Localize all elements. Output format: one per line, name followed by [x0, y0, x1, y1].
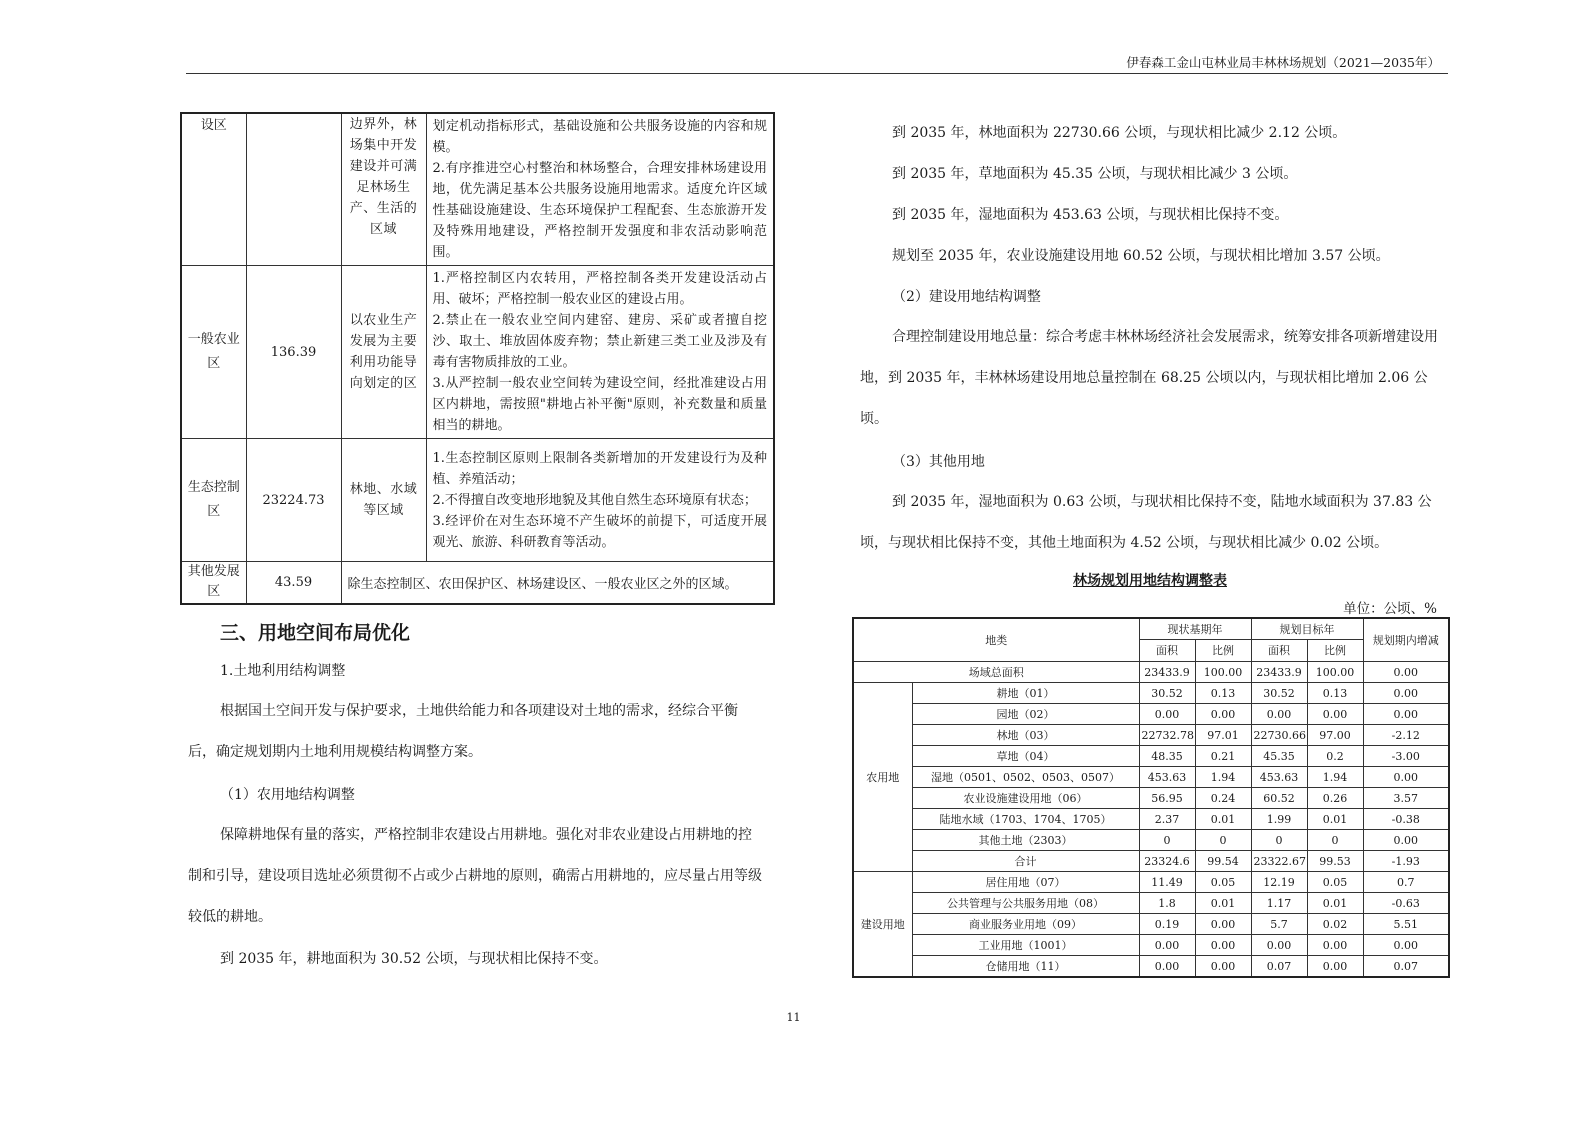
cell-value: 453.63 [1139, 767, 1195, 788]
cell-value: 22732.78 [1139, 725, 1195, 746]
table-row [853, 935, 1449, 956]
row-label: 湿地（0501、0502、0503、0507） [912, 767, 1139, 788]
body-paragraph: 到 2035 年，湿地面积为 0.63 公顷，与现状相比保持不变，陆地水域面积为 37.83 公顷，与现状相比保持不变，其他土地面积为 4.52 公顷，与现状相比减少 0.02 公顷。 [860, 494, 1432, 551]
cell-value: 0.00 [1307, 704, 1363, 725]
cell-value: -3.00 [1363, 746, 1449, 767]
cell-value: 1.94 [1307, 767, 1363, 788]
row-label: 林地（03） [912, 725, 1139, 746]
body-paragraph: 保障耕地保有量的落实，严格控制非农建设占用耕地。强化对非农业建设占用耕地的控制和引导，建设项目选址必须贯彻不占或少占耕地的原则，确需占用耕地的，应尽量占用等级较低的耕地。 [188, 827, 762, 925]
zone-rule: 2.有序推进空心村整治和林场整合，合理安排林场建设用地，优先满足基本公共服务设施用地需求。适度允许区域性基础设施建设、生态环境保护工程配套、生态旅游开发及特殊用地建设，严格控制开发强度和非农活动影响范围。 [432, 161, 767, 260]
cell-value: 3.57 [1363, 788, 1449, 809]
zone-rule: 3.从严控制一般农业空间转为建设空间，经批准建设占用区内耕地，需按照"耕地占补平衡"原则，补充数量和质量相当的耕地。 [432, 376, 767, 433]
cell-value: 0.00 [1363, 935, 1449, 956]
cell-value: 23322.67 [1251, 851, 1307, 872]
header-ratio: 比例 [1307, 640, 1363, 662]
table-row [853, 914, 1449, 935]
table-row [853, 683, 1449, 704]
cell-value: 0.00 [1363, 704, 1449, 725]
cell-value: 0.00 [1195, 704, 1251, 725]
body-paragraph: 根据国土空间开发与保护要求，土地供给能力和各项建设对土地的需求，经综合平衡后，确定规划期内土地利用规模结构调整方案。 [188, 703, 738, 760]
cell-value: 22730.66 [1251, 725, 1307, 746]
cell-value: 0.07 [1251, 956, 1307, 978]
zoning-table [180, 112, 775, 605]
table-row [853, 788, 1449, 809]
cell-value: 0 [1307, 830, 1363, 851]
page-number: 11 [786, 1011, 801, 1024]
cell-value: 0.01 [1195, 809, 1251, 830]
zone-name: 生态控制区 [181, 439, 246, 562]
zone-description: 林地、水域等区域 [341, 439, 426, 562]
table-row [853, 746, 1449, 767]
header-target: 规划目标年 [1251, 618, 1363, 640]
cell-value: 0.05 [1307, 872, 1363, 893]
cell-value: 0 [1195, 830, 1251, 851]
header-baseline: 现状基期年 [1139, 618, 1251, 640]
land-structure-table [852, 617, 1450, 978]
page-header [186, 57, 1448, 73]
cell-value: 0.13 [1195, 683, 1251, 704]
row-label: 园地（02） [912, 704, 1139, 725]
table-row [853, 725, 1449, 746]
zone-rule: 2.不得擅自改变地形地貌及其他自然生态环境原有状态； [432, 492, 757, 508]
cell-value: -0.38 [1363, 809, 1449, 830]
cell-value: 0.24 [1195, 788, 1251, 809]
table-body [853, 683, 1449, 978]
cell-value: -2.12 [1363, 725, 1449, 746]
zone-area [246, 113, 341, 266]
row-label: 场域总面积 [853, 662, 1139, 683]
cell-value: 45.35 [1251, 746, 1307, 767]
group-label: 建设用地 [853, 872, 912, 978]
row-label: 公共管理与公共服务用地（08） [912, 893, 1139, 914]
cell-value: 0.01 [1307, 809, 1363, 830]
subsection-heading: （3）其他用地 [892, 454, 985, 470]
zone-name: 设区 [181, 113, 246, 266]
cell-value: 5.7 [1251, 914, 1307, 935]
header-category: 地类 [853, 618, 1139, 662]
row-label: 商业服务业用地（09） [912, 914, 1139, 935]
cell-value: 23433.9 [1251, 662, 1307, 683]
cell-value: 0.00 [1363, 830, 1449, 851]
subsection-heading: （1）农用地结构调整 [220, 787, 355, 803]
zone-description: 边界外，林场集中开发建设并可满足林场生产、生活的区域 [341, 113, 426, 266]
header-rule [186, 73, 1448, 74]
zone-rule: 2.禁止在一般农业空间内建窑、建房、采矿或者擅自挖沙、取土、堆放固体废弃物；禁止新建三类工业及涉及有毒有害物质排放的工业。 [432, 313, 767, 370]
cell-value: 0.00 [1363, 767, 1449, 788]
cell-value: 0.00 [1307, 935, 1363, 956]
subsection-heading: 1.土地利用结构调整 [220, 663, 346, 679]
cell-value: 5.51 [1363, 914, 1449, 935]
zone-area: 136.39 [246, 266, 341, 439]
body-paragraph: 到 2035 年，草地面积为 45.35 公顷，与现状相比减少 3 公顷。 [892, 166, 1298, 182]
body-paragraph: 到 2035 年，耕地面积为 30.52 公顷，与现状相比保持不变。 [220, 951, 608, 967]
row-label: 居住用地（07） [912, 872, 1139, 893]
zone-rule: 1.严格控制区内农转用，严格控制各类开发建设活动占用、破坏；严格控制一般农业区的建设占用。 [432, 271, 767, 307]
table-row [853, 956, 1449, 978]
zone-rule: 1.生态控制区原则上限制各类新增加的开发建设行为及种植、养殖活动； [432, 450, 767, 487]
cell-value: 0.00 [1195, 914, 1251, 935]
table-row [853, 893, 1449, 914]
unit-label: 单位：公顷、% [1343, 601, 1437, 617]
row-label: 草地（04） [912, 746, 1139, 767]
cell-value: 0.07 [1363, 956, 1449, 978]
cell-value: 0.00 [1363, 662, 1449, 683]
cell-value: 453.63 [1251, 767, 1307, 788]
zone-row [181, 439, 774, 562]
cell-value: 0.01 [1307, 893, 1363, 914]
header-change: 规划期内增减 [1363, 618, 1449, 662]
row-label: 耕地（01） [912, 683, 1139, 704]
cell-value: 30.52 [1251, 683, 1307, 704]
zone-area: 43.59 [246, 562, 341, 604]
zone-area: 23224.73 [246, 439, 341, 562]
table-title: 林场规划用地结构调整表 [1073, 573, 1227, 589]
cell-value: 56.95 [1139, 788, 1195, 809]
zone-row [181, 562, 774, 604]
zone-rules [426, 113, 774, 266]
row-label: 陆地水域（1703、1704、1705） [912, 809, 1139, 830]
body-paragraph: 到 2035 年，湿地面积为 453.63 公顷，与现状相比保持不变。 [892, 207, 1289, 223]
cell-value: 12.19 [1251, 872, 1307, 893]
cell-value: 1.17 [1251, 893, 1307, 914]
cell-value: -1.93 [1363, 851, 1449, 872]
row-label: 农业设施建设用地（06） [912, 788, 1139, 809]
zone-name: 一般农业区 [181, 266, 246, 439]
body-paragraph: 到 2035 年，林地面积为 22730.66 公顷，与现状相比减少 2.12 公顷。 [892, 125, 1347, 141]
cell-value: 0.19 [1139, 914, 1195, 935]
table-row [853, 872, 1449, 893]
cell-value: 0.2 [1307, 746, 1363, 767]
cell-value: 0.21 [1195, 746, 1251, 767]
cell-value: 48.35 [1139, 746, 1195, 767]
cell-value: 0.00 [1195, 935, 1251, 956]
table-row [853, 662, 1449, 683]
zone-rules [426, 266, 774, 439]
zone-name: 其他发展区 [181, 562, 246, 604]
subsection-heading: （2）建设用地结构调整 [892, 289, 1041, 305]
row-label: 仓储用地（11） [912, 956, 1139, 978]
cell-value: 0.26 [1307, 788, 1363, 809]
zone-row [181, 266, 774, 439]
header-title: 伊春森工金山屯林业局丰林林场规划（2021—2035年） [1126, 55, 1440, 70]
cell-value: 97.01 [1195, 725, 1251, 746]
table-row [853, 809, 1449, 830]
table-row [853, 704, 1449, 725]
zone-description: 以农业生产发展为主要 利用功能导向划定的区 [341, 266, 426, 439]
body-paragraph: 规划至 2035 年，农业设施建设用地 60.52 公顷，与现状相比增加 3.57 公顷。 [892, 248, 1390, 264]
zone-rule: 划定机动指标形式，基础设施和公共服务设施的内容和规模。 [432, 119, 767, 155]
table-header-row [853, 618, 1449, 640]
cell-value: 0.01 [1195, 893, 1251, 914]
cell-value: 0 [1139, 830, 1195, 851]
cell-value: 30.52 [1139, 683, 1195, 704]
cell-value: -0.63 [1363, 893, 1449, 914]
cell-value: 0.00 [1139, 956, 1195, 978]
row-label: 工业用地（1001） [912, 935, 1139, 956]
cell-value: 0.7 [1363, 872, 1449, 893]
header-area: 面积 [1139, 640, 1195, 662]
table-row [853, 830, 1449, 851]
cell-value: 0.00 [1195, 956, 1251, 978]
body-paragraph: 合理控制建设用地总量：综合考虑丰林林场经济社会发展需求，统筹安排各项新增建设用地，到 2035 年，丰林林场建设用地总量控制在 68.25 公顷以内，与现状相比增加 2.06 公顷。 [860, 329, 1438, 427]
cell-value: 100.00 [1195, 662, 1251, 683]
table-row [853, 767, 1449, 788]
cell-value: 11.49 [1139, 872, 1195, 893]
cell-value: 0.00 [1251, 935, 1307, 956]
cell-value: 0 [1251, 830, 1307, 851]
cell-value: 0.05 [1195, 872, 1251, 893]
cell-value: 0.00 [1251, 704, 1307, 725]
table-row [853, 851, 1449, 872]
cell-value: 99.54 [1195, 851, 1251, 872]
zone-merged-description: 除生态控制区、农田保护区、林场建设区、一般农业区之外的区域。 [341, 562, 774, 604]
cell-value: 100.00 [1307, 662, 1363, 683]
cell-value: 60.52 [1251, 788, 1307, 809]
cell-value: 1.99 [1251, 809, 1307, 830]
cell-value: 0.02 [1307, 914, 1363, 935]
cell-value: 1.8 [1139, 893, 1195, 914]
cell-value: 0.00 [1139, 704, 1195, 725]
cell-value: 0.13 [1307, 683, 1363, 704]
row-label: 合计 [912, 851, 1139, 872]
cell-value: 99.53 [1307, 851, 1363, 872]
cell-value: 0.00 [1363, 683, 1449, 704]
section-title: 三、用地空间布局优化 [220, 622, 411, 644]
cell-value: 1.94 [1195, 767, 1251, 788]
cell-value: 0.00 [1307, 956, 1363, 978]
zone-row [181, 113, 774, 266]
cell-value: 97.00 [1307, 725, 1363, 746]
zone-rule: 3.经评价在对生态环境不产生破坏的前提下，可适度开展观光、旅游、科研教育等活动。 [432, 513, 767, 550]
group-label: 农用地 [853, 683, 912, 872]
cell-value: 23324.6 [1139, 851, 1195, 872]
header-area: 面积 [1251, 640, 1307, 662]
row-label: 其他土地（2303） [912, 830, 1139, 851]
cell-value: 0.00 [1139, 935, 1195, 956]
zone-rules [426, 439, 774, 562]
cell-value: 23433.9 [1139, 662, 1195, 683]
header-ratio: 比例 [1195, 640, 1251, 662]
cell-value: 2.37 [1139, 809, 1195, 830]
